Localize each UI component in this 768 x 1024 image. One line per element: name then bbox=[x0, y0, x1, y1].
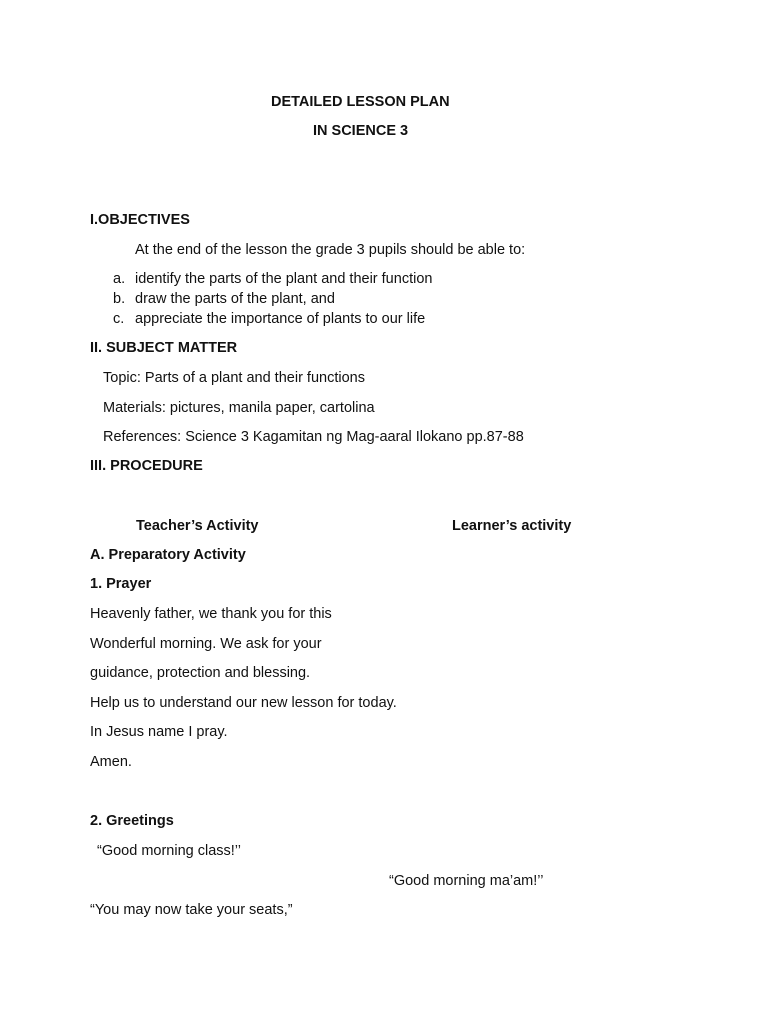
prayer-line: Help us to understand our new lesson for today. bbox=[90, 695, 397, 711]
prayer-line: guidance, protection and blessing. bbox=[90, 665, 311, 681]
prayer-line: Heavenly father, we thank you for this bbox=[90, 606, 332, 622]
objectives-heading: I.OBJECTIVES bbox=[90, 212, 190, 228]
prayer-line: Wonderful morning. We ask for your bbox=[90, 636, 322, 652]
preparatory-activity-heading: A. Preparatory Activity bbox=[90, 547, 246, 563]
list-item-marker: a. bbox=[113, 271, 126, 287]
learner-activity-column-header: Learner’s activity bbox=[452, 518, 572, 534]
subject-matter-heading: II. SUBJECT MATTER bbox=[90, 340, 238, 356]
prayer-heading: 1. Prayer bbox=[90, 576, 152, 592]
document-title: DETAILED LESSON PLAN bbox=[271, 94, 450, 110]
list-item-marker: b. bbox=[113, 291, 126, 307]
procedure-heading: III. PROCEDURE bbox=[90, 458, 203, 474]
topic-line: Topic: Parts of a plant and their functions bbox=[103, 370, 365, 386]
list-item-marker: c. bbox=[113, 311, 125, 327]
list-item: appreciate the importance of plants to our life bbox=[135, 311, 426, 327]
list-item: identify the parts of the plant and their function bbox=[135, 271, 433, 287]
prayer-line: In Jesus name I pray. bbox=[90, 724, 228, 740]
materials-line: Materials: pictures, manila paper, cartolina bbox=[103, 400, 375, 416]
prayer-line: Amen. bbox=[90, 754, 132, 770]
references-line: References: Science 3 Kagamitan ng Mag-aaral Ilokano pp.87-88 bbox=[103, 429, 524, 445]
list-item: draw the parts of the plant, and bbox=[135, 291, 335, 307]
teacher-greeting: “Good morning class!’’ bbox=[97, 843, 241, 859]
objectives-intro: At the end of the lesson the grade 3 pupils should be able to: bbox=[135, 242, 526, 258]
take-seats-line: “You may now take your seats,” bbox=[90, 902, 293, 918]
greetings-heading: 2. Greetings bbox=[90, 813, 174, 829]
document-subtitle: IN SCIENCE 3 bbox=[313, 123, 409, 139]
learner-greeting: “Good morning ma’am!’’ bbox=[389, 873, 544, 889]
teacher-activity-column-header: Teacher’s Activity bbox=[136, 518, 259, 534]
